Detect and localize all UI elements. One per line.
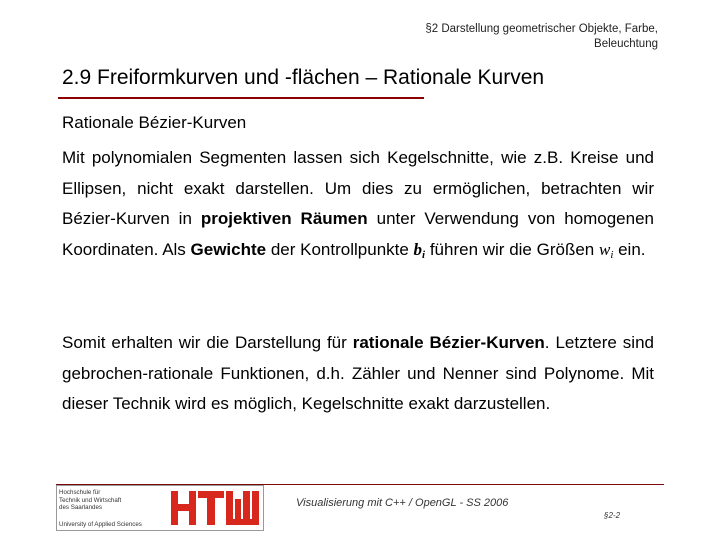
p2-text-2: . Letztere sind gebrochen-rationale Funktionen, d.h. Zähler und Nenner sind Polynome. Mit dieser Technik wird es möglich, Kegelschnitte exakt darzustellen.	[62, 333, 654, 413]
math-b-i: $b_i$	[413, 239, 426, 261]
p1-bold-weights: Gewichte	[190, 239, 267, 259]
htw-logo-mark-icon	[169, 489, 261, 527]
slide-title: 2.9 Freiformkurven und -flächen – Rationale Kurven	[62, 66, 545, 89]
paragraph-2	[62, 328, 654, 420]
paragraph-1	[62, 143, 654, 270]
p1-text-3: der Kontrollpunkte	[266, 239, 414, 259]
title-underline	[58, 97, 424, 99]
math-w-i: $w_i$	[598, 239, 614, 261]
p2-bold-rational-bezier: rationale Bézier-Kurven	[352, 333, 545, 352]
logo-caption: Hochschule für Technik und Wirtschaft des Saarlandes University of Applied Sciences	[59, 489, 142, 528]
slide-subtitle: Rationale Bézier-Kurven	[62, 113, 247, 132]
section-header	[338, 22, 658, 52]
footer-course-title: Visualisierung mit C++ / OpenGL - SS 2006	[296, 497, 509, 509]
footer-page-number: §2-2	[604, 511, 621, 520]
p1-bold-projective-spaces: projektiven Räumen	[200, 209, 368, 228]
header-line-2: Beleuchtung	[594, 38, 658, 50]
header-line-1: §2 Darstellung geometrischer Objekte, Farbe,	[425, 23, 658, 35]
p2-text-1: Somit erhalten wir die Darstellung für	[62, 333, 353, 352]
p1-text-1: Mit polynomialen Segmenten lassen sich Kegelschnitte, wie z.B. Kreise und Ellipsen, nicht exakt darstellen. Um dies zu ermöglichen, betrachten wir Bézier-Kurven in	[62, 148, 654, 228]
university-logo	[56, 485, 264, 531]
p1-text-4: führen wir die Größen	[425, 239, 599, 259]
p1-text-5: ein.	[613, 239, 646, 259]
p1-text-2: unter Verwendung von homogenen Koordinaten. Als	[62, 209, 655, 259]
